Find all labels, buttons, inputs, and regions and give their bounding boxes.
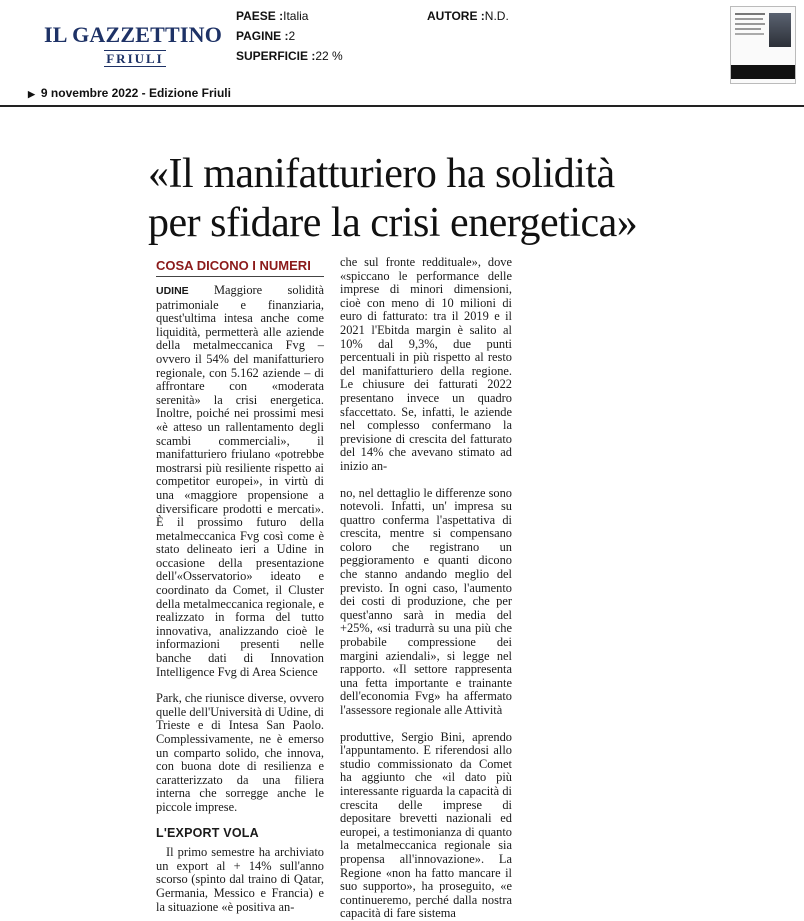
meta-pagine-label: PAGINE : [236,29,289,43]
meta-superficie-value: 22 % [315,49,343,63]
meta-autore-value: N.D. [484,9,509,23]
masthead-name: IL GAZZETTINO [44,22,223,47]
headline-line-2: per sfidare la crisi energetica» [148,200,638,246]
headline-line-1: «Il manifatturiero ha solidità [148,151,615,197]
meta-pagine-value: 2 [288,29,296,43]
article-paragraph [156,284,324,679]
meta-autore-label: AUTORE : [427,9,485,23]
dateline: UDINE [156,285,189,297]
article-paragraph: Park, che riunisce diverse, ovvero quelle dell'Università di Udine, di Trieste e di Intesa San Paolo. Complessivamente, ne è emerso un comparto solido, che innova, con buona dote di resilienza e caratterizzato da una filiera interna che sorregge anche le piccole imprese. [156,691,324,814]
meta-paese-label: PAESE : [236,9,284,23]
article-column-1 [156,284,324,914]
meta-paese [236,9,308,23]
meta-superficie-label: SUPERFICIE : [236,49,316,63]
subheading: L'EXPORT VOLA [156,825,259,840]
article-paragraph: Il primo semestre ha archiviato un export al + 14% sull'anno scorso (spinto dal traino di Qatar, Germania, Messico e Francia) e la situazione «è positiva an- [156,845,324,914]
masthead-logo [44,22,223,67]
paragraph-text: Maggiore solidità patrimoniale e finanziaria, quest'ultima intesa anche come liquidità, permetterà alle aziende della metalmeccanica Fvg – ovvero il 54% del manifatturiero regionale, con 5.162 aziende – di affrontare con «moderata serenità» la crisi energetica. Inoltre, poiché nei prossimi mesi «è atteso un rallentamento degli scambi commerciali», il manifatturiero friulano «potrebbe mostrarsi più resiliente rispetto ai competitor europei», in virtù di una «maggiore propensione a diversificare prodotti e mercati». È il prossimo futuro della metalmeccanica Fvg così come è stato delineato ieri a Udine in occasione della presentazione dell'«Osservatorio» ideato e coordinato da Comet, il Cluster della metalmeccanica regionale, e realizzato in forma del tutto innovativa, analizzando cioè le informazioni presenti nelle banche dati di Innovation Intelligence Fvg di Area Science [156,283,324,679]
edition-text: 9 novembre 2022 - Edizione Friuli [40,86,231,100]
triangle-bullet-icon: ▶ [28,89,35,99]
meta-superficie [236,49,343,63]
masthead-section: FRIULI [104,50,166,67]
headline [148,150,708,248]
article-paragraph: produttive, Sergio Bini, aprendo l'appuntamento. E riferendosi allo studio commissionato da Comet ha aggiunto che «il dato più interessante riguarda la capacità di crescita delle imprese di depositare brevetti nazionali ed europei, a testimonianza di quanto la metalmeccanica regionale sia propensa all'innovazione». La Regione «non ha fatto mancare il suo supporto», ha proseguito, «e continueremo, perché dalla nostra capacità di fare sistema [340,729,512,921]
kicker: COSA DICONO I NUMERI [156,258,324,277]
edition-line [28,86,231,100]
article-paragraph: che sul fronte reddituale», dove «spiccano le performance delle imprese di minori dimensioni, cioè con meno di 10 milioni di euro di fatturato: tra il 2019 e il 2021 l'Ebitda margin è salito al 10% dal 9,3%, due punti percentuali in più rispetto al resto del manifatturiero della regione. Le chiusure dei fatturati 2022 presentano invece un quadro sfaccettato. Se, infatti, le aziende nel complesso confermano la previsione di crescita del fatturato del 14% che avevano stimato ad inizio an- [340,255,512,473]
thumbnail-photo [769,13,791,47]
article-paragraph: no, nel dettaglio le differenze sono notevoli. Infatti, un' impresa su quattro conferma l'aspettativa di crescita, mentre si compensano coloro che registrano un peggioramento e quanti dicono che stanno andando meglio del previsto. In ogni caso, l'aumento dei costi di produzione, che per quest'anno sarà in media del +25%, «si tradurrà su una più che probabile compressione dei margini aziendali», si legge nel rapporto. «Il settore rappresenta una fetta importante e trainante dell'economia Fvg» ha affermato l'assessore regionale alle Attività [340,485,512,717]
meta-pagine [236,29,295,43]
article-column-2 [340,256,512,921]
header-divider [0,105,804,107]
meta-paese-value: Italia [283,9,309,23]
meta-autore [427,9,509,23]
page-thumbnail [730,6,796,84]
